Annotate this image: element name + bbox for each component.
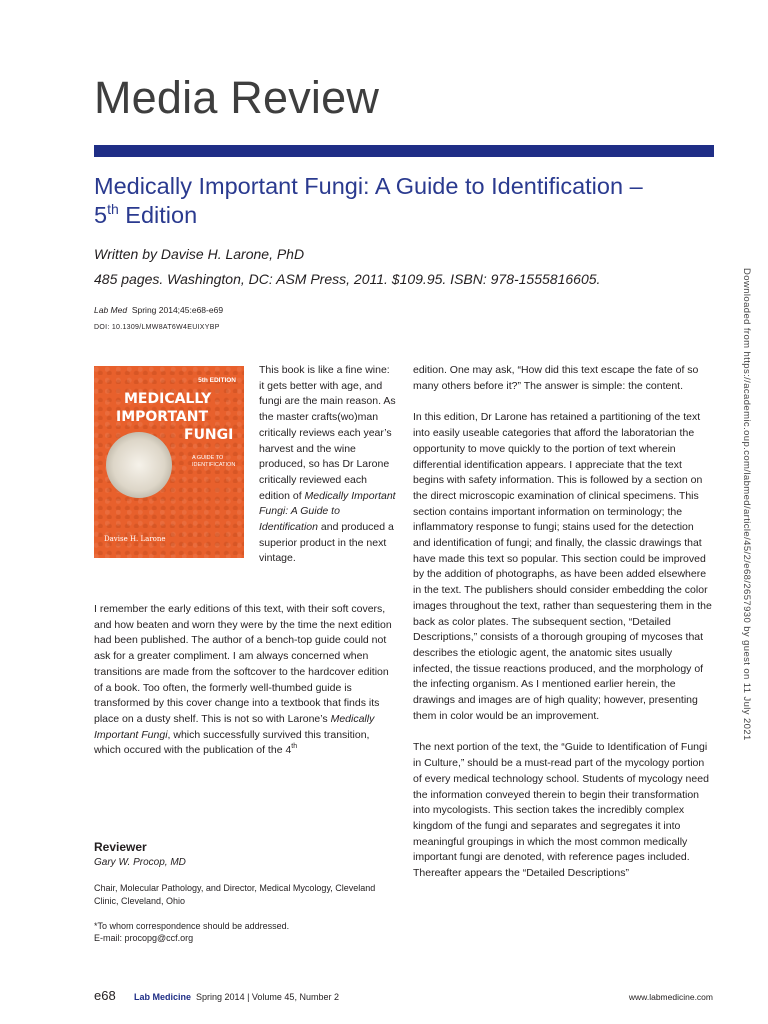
right-column bbox=[413, 363, 713, 898]
citation-journal: Lab Med bbox=[94, 305, 128, 315]
left-text-b: , which successfully survived this transition, which occured with the publication of the 4 bbox=[94, 728, 370, 757]
publication-line: 485 pages. Washington, DC: ASM Press, 2011. $109.95. ISBN: 978-1555816605. bbox=[94, 271, 601, 287]
download-note-text: Downloaded from https://academic.oup.com/labmed/article/45/2/e68/2657930 by guest on 11 July 2021 bbox=[741, 268, 752, 741]
cover-title-line2: IMPORTANT bbox=[116, 409, 209, 425]
cover-author: Davise H. Larone bbox=[104, 535, 166, 543]
footer-journal-name: Lab Medicine bbox=[134, 992, 192, 1002]
page-number: e68 bbox=[94, 988, 116, 1003]
title-main: Medically Important Fungi: A Guide to Identification – 5 bbox=[94, 173, 643, 228]
reviewer-email: E-mail: procopg@ccf.org bbox=[94, 933, 194, 943]
reviewer-heading: Reviewer bbox=[94, 840, 147, 854]
title-superscript: th bbox=[107, 200, 119, 217]
right-paragraph-2: In this edition, Dr Larone has retained a partitioning of the text into easily useable categories that afford the laboratorian the opportunity to move quickly to the portion of text wherein differential identification appears. I appreciate that the text begins with safety information. This is followed by a section on the direct microscopic examination of clinical specimens. This section contains important information on terminology; the inflammatory response to fungi; stains used for the detection and identification of fungi; and finally, the classic drawings that have made this text so popular. This section could be improved by the addition of photographs, as have been added elsewhere in the text. The publishers should consider embedding the color images throughout the text, rather than sequestering them in the back as color plates. The subsequent section, “Detailed Descriptions,” consists of a thorough grouping of mycoses that describes the etiologic agent, the anatomic sites usually infected, the tissue reactions produced, and the morphology of the infecting organism. As I mentioned earlier herein, the drawings and images are of high quality; however, presenting them in color would be an improvement. bbox=[413, 411, 712, 722]
footer-journal bbox=[134, 992, 339, 1002]
left-book-title: Medically Important Fungi bbox=[94, 712, 375, 741]
author-line: Written by Davise H. Larone, PhD bbox=[94, 246, 305, 262]
intro-paragraph bbox=[259, 363, 397, 567]
cover-title-line1: MEDICALLY bbox=[124, 391, 212, 407]
citation bbox=[94, 305, 223, 315]
doi: DOI: 10.1309/LMW8AT6W4EUIXYBP bbox=[94, 324, 220, 331]
reviewer-affiliation: Chair, Molecular Pathology, and Director, Medical Mycology, Cleveland Clinic, Cleveland, Ohio bbox=[94, 883, 376, 906]
left-column-paragraph bbox=[94, 602, 394, 760]
footer-url[interactable]: www.labmedicine.com bbox=[628, 992, 713, 1002]
left-superscript: th bbox=[291, 743, 298, 751]
footer-issue: Spring 2014 | Volume 45, Number 2 bbox=[196, 992, 339, 1002]
article-title bbox=[94, 172, 654, 232]
title-end: Edition bbox=[118, 201, 198, 228]
petri-dish-illustration bbox=[106, 432, 172, 498]
section-rule bbox=[94, 145, 714, 157]
reviewer-name: Gary W. Procop, MD bbox=[94, 857, 186, 868]
reviewer-correspondence bbox=[94, 920, 394, 944]
intro-text-b: and produced a superior product in the next vintage. bbox=[259, 521, 394, 565]
citation-details: Spring 2014;45:e68-e69 bbox=[131, 305, 224, 315]
cover-title-line3: FUNGI bbox=[184, 427, 234, 443]
left-text-a: I remember the early editions of this text, with their soft covers, and how beaten and worn they were by the time the next edition had been published. The author of a bench-top guide could not ask for a greater compliment. I am always concerned when transitions are made from the softcover to the hardcover edition of a book. Too often, the formerly well-thumbed guide is transformed by this cover change into a textbook that finds its place on a dusty shelf. This is not so with Larone’s bbox=[94, 603, 392, 725]
intro-text-a: This book is like a fine wine: it gets better with age, and fungi are the main reason. As the master crafts(wo)man critically reviews each year’s harvest and the wine produced, so has Dr Larone critically reviewed each edition of bbox=[259, 364, 396, 502]
right-paragraph-3: The next portion of the text, the “Guide to Identification of Fungi in Culture,” should be a must-read part of the mycology portion of every medical technology school. Students of mycology need the information conveyed therein to begin their transformation into mycologists. This section takes the incredibly complex kingdom of the fungi and separates and segregates it into meaningful groupings in which the most common medically important fungi are denoted, with reference pages included. Thereafter appears the “Detailed Descriptions” bbox=[413, 741, 709, 880]
book-cover-image bbox=[94, 366, 244, 558]
cover-edition: 5th EDITION bbox=[198, 377, 236, 384]
section-title: Media Review bbox=[94, 72, 380, 123]
correspondence-note: *To whom correspondence should be addressed. bbox=[94, 921, 290, 931]
right-paragraph-1: edition. One may ask, “How did this text escape the fate of so many others before it?” The answer is simple: the content. bbox=[413, 364, 699, 392]
cover-subtitle: A GUIDE TO IDENTIFICATION bbox=[192, 455, 236, 468]
intro-book-title: Medically Important Fungi: A Guide to Identification bbox=[259, 489, 396, 534]
